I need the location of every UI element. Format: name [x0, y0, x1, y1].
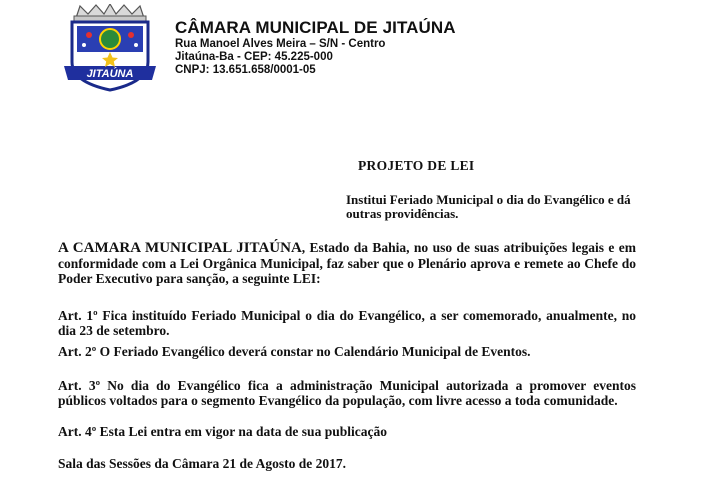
- document-title: PROJETO DE LEI: [358, 158, 475, 173]
- crest-ribbon-text: JITAÚNA: [86, 68, 134, 80]
- organization-name: CÂMARA MUNICIPAL DE JITAÚNA: [175, 18, 456, 37]
- organization-cnpj: CNPJ: 13.651.658/0001-05: [175, 64, 316, 76]
- organization-address: Rua Manoel Alves Meira – S/N - Centro: [175, 38, 386, 50]
- document-ementa: Institui Feriado Municipal o dia do Evangélico e dá outras providências.: [346, 192, 631, 221]
- article-3: Art. 3º No dia do Evangélico fica a administração Municipal autorizada a promover eventos públicos voltados para o segmento Evangélico da população, com livre acesso a toda comunidade.: [58, 378, 636, 408]
- preamble-lead: A CAMARA MUNICIPAL JITAÚNA: [58, 240, 302, 256]
- article-4: Art. 4º Esta Lei entra em vigor na data de sua publicação: [58, 424, 387, 439]
- closing-line: Sala das Sessões da Câmara 21 de Agosto de 2017.: [58, 456, 347, 471]
- preamble: [58, 240, 636, 286]
- preamble-text: , Estado da Bahia, no uso de suas atribuições legais e em conformidade com a Lei Orgânica Municipal, faz saber que o Plenário aprova e remete ao Chefe do Poder Executivo para sanção, a seguinte LEI:: [58, 240, 636, 286]
- organization-city-cep: Jitaúna-Ba - CEP: 45.225-000: [175, 51, 333, 63]
- article-1: Art. 1º Fica instituído Feriado Municipal o dia do Evangélico, a ser comemorado, anualmente, no dia 23 de setembro.: [58, 308, 636, 338]
- article-2: Art. 2º O Feriado Evangélico deverá constar no Calendário Municipal de Eventos.: [58, 344, 531, 359]
